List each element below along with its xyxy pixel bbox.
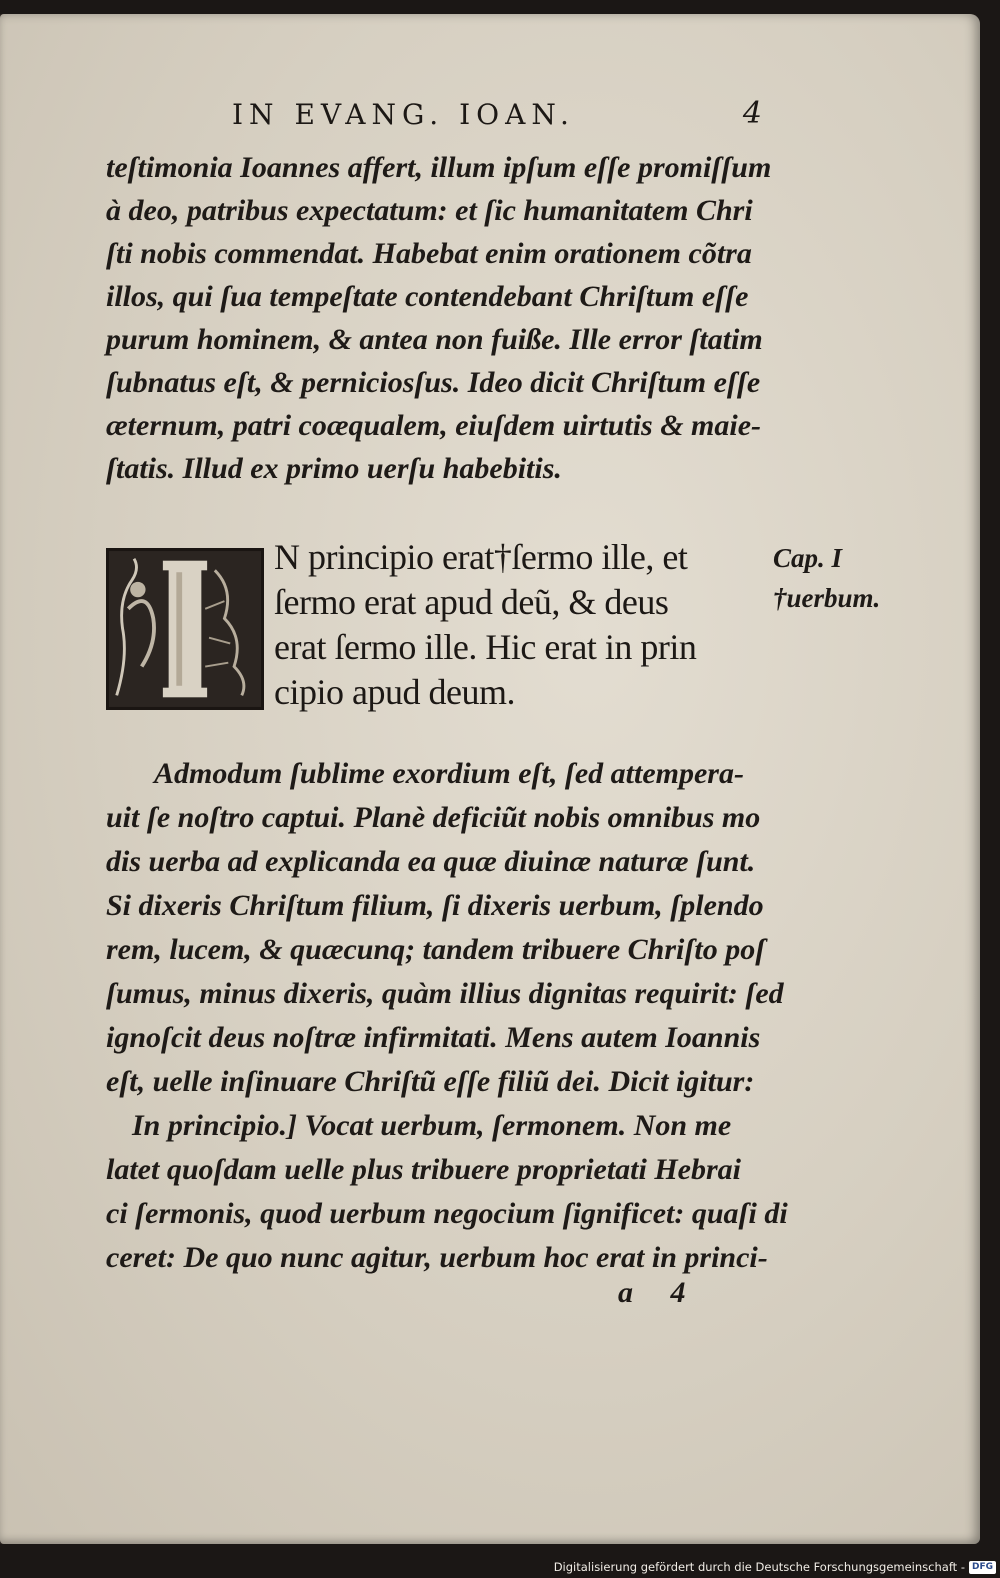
scripture-line: erat ſermo ille. Hic erat in prin [274, 627, 697, 667]
text-line: purum hominem, & antea non fuiße. Ille error ſtatim [106, 323, 763, 356]
woodcut-initial-i-icon [109, 551, 261, 707]
scripture-text [274, 535, 774, 715]
text-line: In principio.] Vocat uerbum, ſermonem. Non me [132, 1109, 732, 1142]
text-line: rem, lucem, & quæcunq; tandem tribuere Chriſto poſ [106, 933, 766, 966]
text-line: uit ſe noſtro captui. Planè deficiũt nobis omnibus mo [106, 801, 761, 834]
text-line: Admodum ſublime exordium eſt, ſed attempera- [154, 757, 744, 790]
dfg-logo-icon: DFG [969, 1561, 996, 1574]
text-line: ſumus, minus dixeris, quàm illius dignitas requirit: ſed [106, 977, 784, 1010]
text-line: latet quoſdam uelle plus tribuere proprietati Hebrai [106, 1153, 742, 1186]
text-line: Si dixeris Chriſtum filium, ſi dixeris uerbum, ſplendo [106, 889, 764, 922]
text-line: eſt, uelle inſinuare Chriſtũ eſſe filiũ dei. Dicit igitur: [106, 1065, 755, 1098]
running-title: IN EVANG. IOAN. [232, 98, 575, 131]
commentary-paragraph-2 [106, 752, 788, 1280]
decorated-initial [106, 548, 264, 710]
text-line: illos, qui ſua tempeſtate contendebant Chriſtum eſſe [106, 280, 749, 313]
folio-number: 4 [742, 96, 762, 131]
text-line: à deo, patribus expectatum: et ſic humanitatem Chri [106, 194, 753, 227]
scripture-line: cipio apud deum. [274, 672, 515, 712]
running-header [232, 98, 762, 131]
footer-credit: Digitalisierung gefördert durch die Deutsche Forschungsgemeinschaft - [553, 1560, 965, 1574]
signature-mark: a 4 [618, 1276, 686, 1309]
marginal-gloss: †uerbum. [773, 583, 881, 613]
text-line: teſtimonia Ioannes affert, illum ipſum eſſe promiſſum [106, 151, 772, 184]
text-line: ſti nobis commendat. Habebat enim orationem cõtra [106, 237, 752, 270]
text-line: ignoſcit deus noſtræ infirmitati. Mens autem Ioannis [106, 1021, 761, 1054]
text-line: ci ſermonis, quod uerbum negocium ſignificet: quaſi di [106, 1197, 788, 1230]
text-line: ſtatis. Illud ex primo uerſu habebitis. [106, 452, 562, 485]
commentary-paragraph-1 [106, 146, 772, 490]
text-line: æternum, patri coæqualem, eiuſdem uirtutis & maie- [106, 409, 762, 442]
digitization-footer [554, 1558, 996, 1576]
marginal-notes [773, 538, 923, 618]
chapter-reference: Cap. I [773, 543, 843, 573]
text-line: ſubnatus eſt, & perniciosſus. Ideo dicit Chriſtum eſſe [106, 366, 761, 399]
svg-text:I: I [184, 647, 186, 649]
text-line: dis uerba ad explicanda ea quæ diuinæ naturæ ſunt. [106, 845, 756, 878]
text-line: ceret: De quo nunc agitur, uerbum hoc erat in princi- [106, 1241, 768, 1274]
scripture-line: N principio erat†ſermo ille, et [274, 537, 688, 577]
scripture-line: ſermo erat apud deũ, & deus [274, 582, 669, 622]
